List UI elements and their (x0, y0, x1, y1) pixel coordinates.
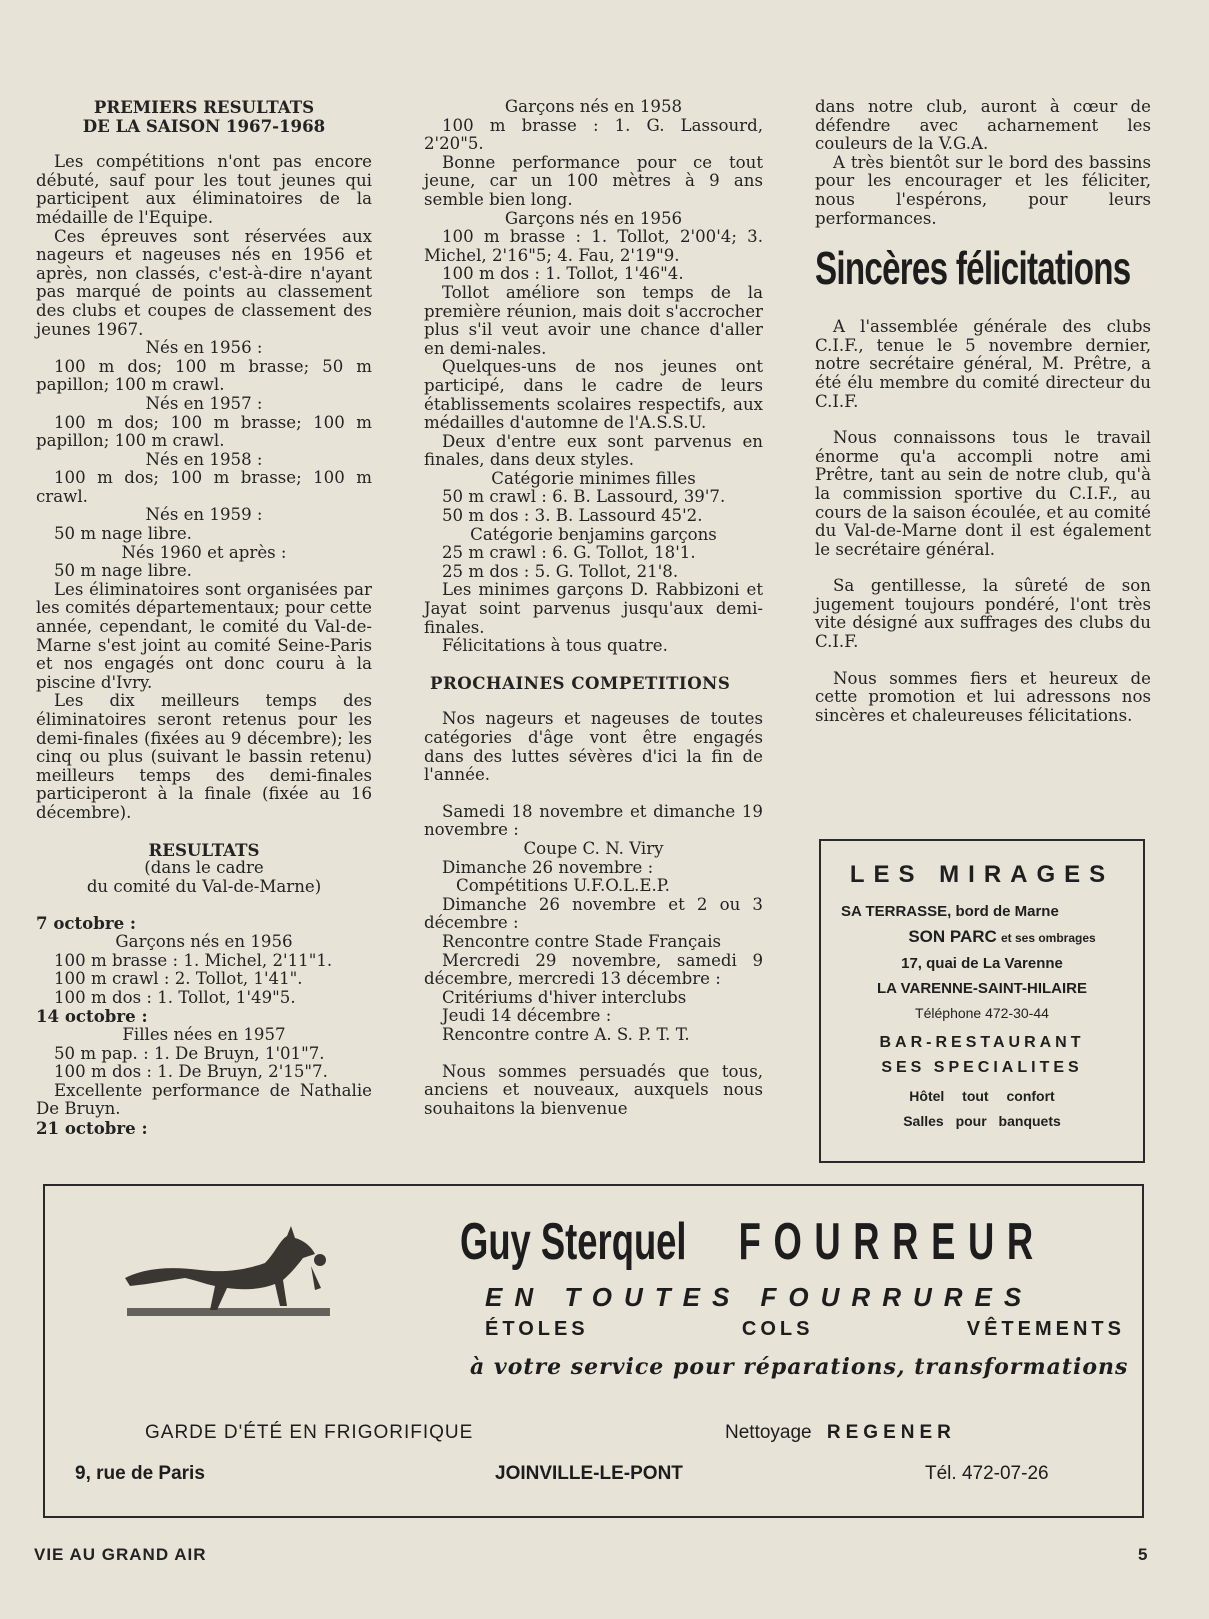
mirages-specialites: SES SPECIALITES (881, 1059, 1083, 1076)
cleaning-brand: REGENER (826, 1422, 956, 1443)
schedule-event: Rencontre contre A. S. P. T. T. (442, 1024, 690, 1044)
mirages-phone: Téléphone 472-30-44 (915, 1005, 1049, 1021)
mirages-line: SA TERRASSE, bord de Marne (841, 903, 1059, 920)
mirages-salles: Salles pour banquets (903, 1113, 1061, 1129)
event-list: 100 m dos; 100 m brasse; 50 m papillon; 100 m crawl. (36, 356, 372, 395)
result-line: 100 m dos : 1. De Bruyn, 2'15"7. (54, 1062, 328, 1082)
schedule-date: Samedi 18 novembre et dimanche 19 novembre : (424, 801, 763, 840)
schedule-date: Mercredi 29 novembre, samedi 9 décembre, mercredi 13 décembre : (424, 950, 763, 989)
paragraph: Quelques-uns de nos jeunes ont participé, dans le cadre de leurs établissements scolaires respectifs, aux médailles d'automne de l'A.S.S.U. (424, 357, 763, 433)
paragraph: A l'assemblée générale des clubs C.I.F., tenue le 5 novembre dernier, notre secrétaire général, M. Prêtre, a été élu membre du comité directeur du C.I.F. (815, 317, 1151, 411)
date-label: 7 octobre : (36, 913, 137, 934)
fox-illustration (115, 1218, 345, 1328)
date-label: 21 octobre : (36, 1117, 148, 1138)
result-line: 50 m dos : 3. B. Lassourd 45'2. (442, 506, 703, 526)
column-3 (815, 98, 1151, 725)
subheading: (dans le cadre (144, 858, 264, 878)
paragraph: Nous sommes persuadés que tous, anciens et nouveaux, auxquels nous souhaitons la bienvenue (424, 1061, 763, 1118)
furrier-city: JOINVILLE-LE-PONT (495, 1463, 683, 1484)
furrier-items (485, 1318, 1125, 1341)
furrier-storage: GARDE D'ÉTÉ EN FRIGORIFIQUE (145, 1422, 474, 1443)
result-line: 50 m pap. : 1. De Bruyn, 1'01"7. (54, 1043, 325, 1063)
furrier-service: à votre service pour réparations, transformations (470, 1354, 1129, 1380)
furrier-address: 9, rue de Paris (75, 1463, 205, 1484)
page-number: 5 (1138, 1545, 1148, 1564)
furrier-cleaning (725, 1422, 956, 1444)
category-label: Nés en 1958 : (145, 449, 263, 469)
column-2 (424, 98, 763, 1118)
schedule-event: Compétitions U.F.O.L.E.P. (456, 876, 670, 896)
paragraph: Tollot améliore son temps de la première réunion, mais doit s'accrocher plus s'il veut avoir une chance d'aller en demi-nales. (424, 282, 763, 358)
result-line: 25 m dos : 5. G. Tollot, 21'8. (442, 561, 679, 581)
mirages-park: SON PARC (908, 927, 997, 946)
furrier-advertisement (43, 1184, 1144, 1518)
mirages-city: LA VARENNE-SAINT-HILAIRE (877, 980, 1087, 997)
section-heading: PREMIERS RESULTATS (93, 97, 315, 117)
furrier-trade: FOURREUR (738, 1213, 1046, 1271)
cleaning-label: Nettoyage (725, 1422, 812, 1443)
category-label: Filles nées en 1957 (122, 1024, 286, 1044)
mirages-advertisement (819, 839, 1145, 1163)
magazine-name: VIE AU GRAND AIR (34, 1545, 207, 1564)
result-line: 100 m brasse : 1. Michel, 2'11"1. (54, 950, 333, 970)
subheading: du comité du Val-de-Marne) (86, 876, 322, 896)
schedule-date: Dimanche 26 novembre : (442, 857, 654, 877)
mirages-line (821, 924, 1143, 951)
paragraph: Nous connaissons tous le travail énorme qu'a accompli notre ami Prêtre, tant au sein de notre club, qu'à la commission sportive du C.I.F., au cours de la saison écoulée, et au comité du Val-de-Marne dont il est également le secrétaire général. (815, 428, 1151, 559)
paragraph: Félicitations à tous quatre. (442, 636, 668, 656)
paragraph: Excellente performance de Nathalie De Bruyn. (36, 1080, 372, 1119)
paragraph: dans notre club, auront à cœur de défendre avec acharnement les couleurs de la V.G.A. (815, 97, 1151, 154)
result-line: 100 m brasse : 1. Tollot, 2'00'4; 3. Michel, 2'16"5; 4. Fau, 2'19"9. (424, 227, 763, 265)
result-line: 25 m crawl : 6. G. Tollot, 18'1. (442, 543, 696, 563)
mirages-park-extra: et ses ombrages (1000, 931, 1096, 945)
category-label: Nés en 1956 : (145, 338, 263, 358)
result-line: 100 m dos : 1. Tollot, 1'49"5. (54, 987, 296, 1007)
mirages-address: 17, quai de La Varenne (901, 955, 1063, 972)
category-label: Nés en 1959 : (145, 505, 263, 525)
paragraph: Sa gentillesse, la sûreté de son jugement toujours pondéré, l'ont très vite désigné aux suffrages des clubs du C.I.F. (815, 576, 1151, 652)
schedule-event: Coupe C. N. Viry (523, 838, 664, 858)
schedule-date: Dimanche 26 novembre et 2 ou 3 décembre : (424, 894, 763, 933)
furrier-name: Guy Sterquel (460, 1213, 687, 1271)
furrier-subtitle: EN TOUTES FOURRURES (485, 1282, 1034, 1312)
category-label: Garçons nés en 1956 (115, 931, 293, 951)
mirages-bar: BAR-RESTAURANT (879, 1034, 1085, 1051)
event-list: 100 m dos; 100 m brasse; 100 m papillon; 100 m crawl. (36, 412, 372, 451)
paragraph: Les dix meilleurs temps des éliminatoires seront retenus pour les demi-finales (fixées au 9 décembre); les cinq ou plus (suivant le bassin retenu) meilleurs temps des demi-finales participeront à la finale (fixée au 16 décembre). (36, 691, 372, 822)
category-label: Nés 1960 et après : (121, 542, 287, 562)
furrier-item: COLS (741, 1318, 814, 1340)
category-label: Garçons nés en 1956 (504, 208, 683, 228)
paragraph: Deux d'entre eux sont parvenus en finales, dans deux styles. (424, 431, 763, 470)
event-list: 50 m nage libre. (54, 561, 192, 581)
paragraph: Bonne performance pour ce tout jeune, car un 100 mètres à 9 ans semble bien long. (424, 152, 763, 209)
section-heading: RESULTATS (148, 839, 260, 860)
event-list: 50 m nage libre. (54, 524, 192, 544)
category-label: Garçons nés en 1958 (504, 97, 683, 116)
result-line: 100 m brasse : 1. G. Lassourd, 2'20"5. (424, 115, 763, 154)
paragraph: Nos nageurs et nageuses de toutes catégories d'âge vont être engagés dans des luttes sévères d'ici la fin de l'année. (424, 709, 763, 785)
paragraph: A très bientôt sur le bord des bassins pour les encourager et les féliciter, nous l'espérons, pour leurs performances. (815, 152, 1151, 228)
paragraph: Nous sommes fiers et heureux de cette promotion et lui adressons nos sincères et chaleureuses félicitations. (815, 668, 1151, 725)
section-heading: DE LA SAISON 1967-1968 (82, 115, 326, 136)
column-1 (36, 98, 372, 1137)
result-line: 50 m crawl : 6. B. Lassourd, 39'7. (442, 487, 726, 507)
schedule-date: Jeudi 14 décembre : (442, 1006, 612, 1026)
category-label: Catégorie minimes filles (491, 468, 696, 488)
furrier-phone: Tél. 472-07-26 (925, 1463, 1049, 1484)
event-list: 100 m dos; 100 m brasse; 100 m crawl. (36, 468, 372, 506)
result-line: 100 m dos : 1. Tollot, 1'46"4. (442, 264, 684, 284)
schedule-event: Critériums d'hiver interclubs (442, 987, 687, 1007)
paragraph: Ces épreuves sont réservées aux nageurs et nageuses nés en 1956 et après, non classés, c'est-à-dire n'ayant pas marqué de points au classement des clubs et coupes de classement des jeunes 1967. (36, 226, 372, 339)
schedule-event: Rencontre contre Stade Français (442, 931, 722, 951)
mirages-name: LES MIRAGES (849, 861, 1115, 888)
mirages-hotel: Hôtel tout confort (909, 1088, 1055, 1104)
furrier-name-line (460, 1212, 1046, 1272)
paragraph: Les compétitions n'ont pas encore débuté, sauf pour les tout jeunes qui participent aux éliminatoires de la médaille de l'Equipe. (36, 152, 372, 227)
furrier-item: VÊTEMENTS (966, 1318, 1125, 1340)
furrier-item: ÉTOLES (485, 1318, 589, 1340)
category-label: Catégorie benjamins garçons (470, 524, 717, 544)
result-line: 100 m crawl : 2. Tollot, 1'41". (54, 969, 303, 989)
article-title: Sincères félicitations (815, 242, 1131, 295)
date-label: 14 octobre : (36, 1006, 148, 1027)
section-heading: PROCHAINES COMPETITIONS (430, 672, 731, 693)
paragraph: Les minimes garçons D. Rabbizoni et Jayat soint parvenus jusqu'aux demi-finales. (424, 580, 763, 637)
paragraph: Les éliminatoires sont organisées par les comités départementaux; pour cette année, cependant, le comité du Val-de-Marne s'est joint au comité Seine-Paris et nos engagés ont donc couru à la piscine d'Ivry. (36, 579, 372, 692)
category-label: Nés en 1957 : (145, 393, 263, 413)
